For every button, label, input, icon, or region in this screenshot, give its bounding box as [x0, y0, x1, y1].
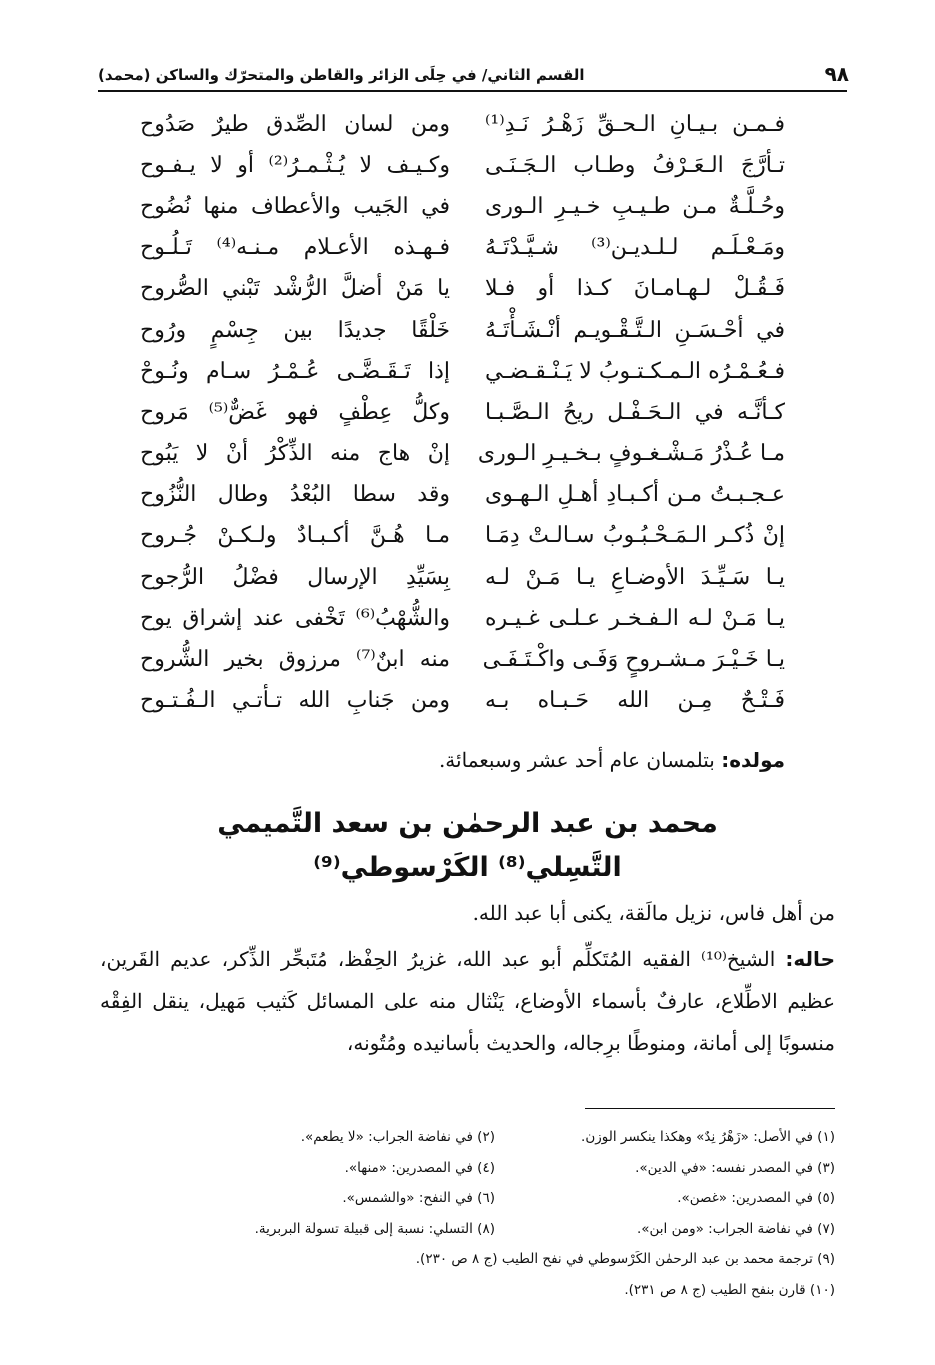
verse-second-hemistich: إذا تَـقَـضَّـى عُـمْـرُ سـام ونُـوحْ	[140, 358, 450, 384]
footnote: (٣) في المصدر نفسه: «في الدين».	[635, 1159, 835, 1176]
state-text: الشيخ⁽¹⁰⁾ الفقيه المُتَكلِّم أبو عبد الله، غزيرُ الحِفْظ، مُتَبحِّر الذِّكر، عديم القَرين، عظيم الاطِّلاع، عارفٌ بأسماء الأوضاع، يَنْثال منه على المسائل كَثيب مَهيل، ينقل الفِقْه منسوبًا إلى أمانة، ومنوطًا برِجاله، والحديث بأسانيده ومُتُونه،	[100, 947, 835, 1055]
verse-second-hemistich: فـهـذه الأعـلام مـنـه⁽⁴⁾ تَـلُـوح	[140, 235, 450, 261]
verse-second-hemistich: وكلُّ عِطْفٍ فهو غَضٌّ⁽⁵⁾ مَروح	[140, 399, 450, 425]
verse-first-hemistich: فـعُـمْـرُه الـمـكـتـوبُ لا يَـنْـقـضـي	[485, 358, 785, 384]
birth-label: مولده:	[721, 748, 785, 772]
origin-paragraph: من أهل فاس، نزيل مالَقة، يكنى أبا عبد الله.	[472, 901, 835, 925]
verse-first-hemistich: يـا سَـيِّـدَ الأوضـاعِ يـا مَـنْ لـه	[485, 564, 785, 590]
verse-second-hemistich: خَلْقًا جديدًا بين جِسْمٍ ورُوح	[140, 317, 450, 343]
footnote-row	[100, 1122, 835, 1153]
poem-verse	[140, 104, 785, 145]
footnote-row	[100, 1153, 835, 1184]
verse-first-hemistich: وحُـلَّـةٌ مـن طـيـبِ خـيـرِ الـورى	[485, 193, 785, 219]
verse-first-hemistich: مـا عُـذْرُ مَـشْـغـوفٍ بـخـيـرِ الـورى	[477, 441, 785, 467]
poem-verse	[140, 186, 785, 227]
poem-verse	[140, 351, 785, 392]
footnote: (٢) في نفاضة الجراب: «لا يطعم».	[300, 1129, 495, 1145]
footnote: (١٠) قارن بنفح الطيب (ج ٨ ص ٢٣١).	[624, 1281, 835, 1298]
verse-second-hemistich: والشُّهْبُ⁽⁶⁾ تَخْفى عند إشراق يوح	[140, 605, 450, 631]
verse-second-hemistich: يا مَنْ أضلَّ الرُّشْد تَبْني الصُّروح	[140, 276, 450, 302]
verse-first-hemistich: فـمـن بـيـانِ الـحـقِّ زَهْـرُ نَـدِ⁽¹⁾	[485, 111, 785, 137]
verse-first-hemistich: يـا خَـيْـرَ مـشـروحٍ وَفَـى واكْـتَـفَـى	[482, 647, 785, 673]
verse-first-hemistich: ومَـعْـلَـم لـلـديـن⁽³⁾ شـيَّـدْتَـهُ	[485, 235, 785, 261]
verse-first-hemistich: فَـقُـلْ لـهـامـانَ كـذا أو فـلا	[485, 276, 785, 302]
verse-second-hemistich: منه ابنٌ⁽⁷⁾ مرزوق بخير الشُّروح	[140, 647, 450, 673]
poem-verse	[140, 145, 785, 186]
poem-verse	[140, 516, 785, 557]
verse-first-hemistich: عـجـبـتُ مـن أكـبـادِ أهـلِ الـهـوى	[485, 482, 785, 508]
verse-first-hemistich: تـأرَّجَ الـعَـرْفُ وطـاب الـجَـنَـى	[485, 152, 785, 178]
entry-title	[150, 802, 785, 890]
verse-first-hemistich: إنْ ذُكـر الـمَـحْـبُـوبُ سـالـتْ دِمَـا	[485, 523, 785, 549]
footnote: (٨) التسلي: نسبة إلى قبيلة تسولة البربرية.	[254, 1220, 495, 1237]
verse-second-hemistich: بِسَيِّدِ الإرسال فضْلُ الرُّجوح	[140, 564, 450, 590]
birth-line	[439, 748, 785, 772]
verse-second-hemistich: ومن لسان الصِّدق طيرٌ صَدُوح	[140, 111, 450, 137]
footnote: (٩) ترجمة محمد بن عبد الرحمٰن الكَرْسوطي في نفح الطيب (ج ٨ ص ٢٣٠).	[415, 1251, 835, 1267]
verse-first-hemistich: فَـتْـحٌ مِـن الله حَـبـاه بـه	[485, 688, 785, 714]
poem-verse	[140, 434, 785, 475]
state-label: حاله:	[785, 947, 835, 971]
poem-verse	[140, 392, 785, 433]
verse-second-hemistich: في الجَيب والأعطاف منها نُضُوح	[140, 193, 450, 219]
running-header	[98, 56, 847, 92]
footnote-row	[100, 1214, 835, 1245]
verse-second-hemistich: وكـيـف لا يُـثْـمـرُ⁽²⁾ أو لا يـفـوح	[140, 152, 450, 178]
footnote-row	[100, 1183, 835, 1214]
poem-verse	[140, 475, 785, 516]
header-title: القسم الثاني/ في حِلَى الزائر والقاطن والمتحرّك والساكن (محمد)	[98, 66, 585, 84]
verse-first-hemistich: كـأنَّـه في الـحَـفْـل ريحُ الـصَّـبـا	[485, 399, 785, 425]
poem	[140, 104, 785, 722]
poem-verse	[140, 228, 785, 269]
verse-second-hemistich: ومن جَنابِ الله تـأتـي الـفُـتـوح	[140, 688, 450, 714]
footnote: (٦) في النفح: «والشمس».	[342, 1190, 495, 1206]
entry-title-line-2: التَّسِلي⁽⁸⁾ الكَرْسوطي⁽⁹⁾	[313, 852, 622, 883]
footnote: (٥) في المصدرين: «غصن».	[677, 1190, 835, 1206]
verse-second-hemistich: وقد سطا البُعْدُ وطال النُّزُوح	[140, 482, 450, 508]
state-paragraph	[100, 938, 835, 1064]
entry-title-line-1: محمد بن عبد الرحمٰن بن سعد التَّميمي	[217, 808, 718, 839]
poem-verse	[140, 269, 785, 310]
poem-verse	[140, 639, 785, 680]
poem-verse	[140, 557, 785, 598]
verse-first-hemistich: يـا مَـنْ لـه الـفـخـر عـلـى غـيـره	[485, 605, 785, 631]
footnote: (١) في الأصل: «زَهْرُ نِدٌ» وهكذا ينكسر الوزن.	[581, 1129, 835, 1145]
poem-verse	[140, 310, 785, 351]
poem-verse	[140, 681, 785, 722]
birth-text: بتلمسان عام أحد عشر وسبعمائة.	[438, 748, 722, 772]
footnote: (٧) في نفاضة الجراب: «ومن ابن».	[636, 1220, 835, 1237]
page-number: ٩٨	[824, 62, 849, 86]
footnotes	[100, 1122, 835, 1305]
footnote-divider	[585, 1108, 835, 1109]
poem-verse	[140, 598, 785, 639]
footnote: (٤) في المصدرين: «منها».	[344, 1159, 495, 1176]
verse-first-hemistich: في أحْـسَـنِ الـتَّـقْـويـم أنْـشَـأْتَـهُ	[485, 317, 785, 343]
verse-second-hemistich: إنْ هاج منه الذِّكْرُ أنْ لا يَبُوح	[140, 441, 450, 467]
verse-second-hemistich: مـا هُـنَّ أكـبـادٌ ولـكـنْ جُـروح	[140, 523, 450, 549]
